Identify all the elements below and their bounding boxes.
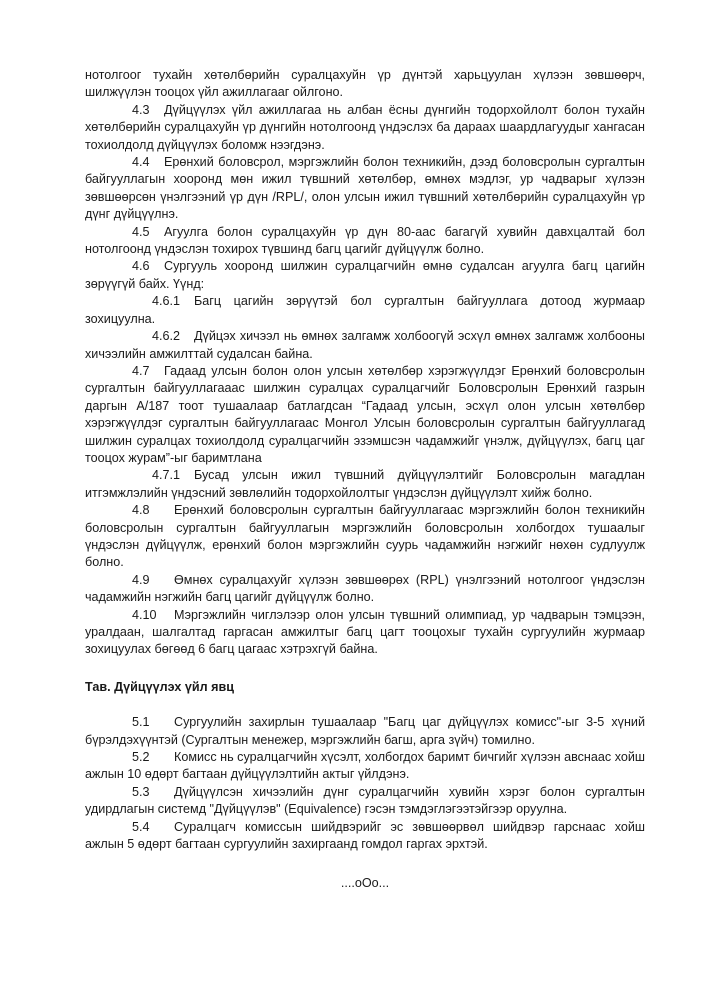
clause-number: 5.2 bbox=[132, 750, 150, 765]
clause-text: Агуулга болон суралцахуйн үр дүн 80-аас багагүй хувийн давхцалтай бол нотолгоонд үндэслэн тохирох түвшинд багц цагийг дүйцүүлж болно. bbox=[85, 224, 645, 257]
clause-text: Мэргэжлийн чиглэлээр олон улсын түвшний олимпиад, ур чадварын тэмцээн, уралдаан, шалгалтад гаргасан амжилтыг багц цагт тооцохыг тухайн сургуулийн журмаар зохицуулах бөгөөд 6 багц цагаас хэтрэхгүй байна. bbox=[85, 607, 645, 657]
clause-text: Сургууль хооронд шилжин суралцагчийн өмнө судалсан агуулга багц цагийн зөрүүгүй байх. Үүнд: bbox=[85, 259, 645, 291]
document-page bbox=[85, 67, 645, 893]
clause-number: 4.9 bbox=[132, 572, 150, 587]
clause-text: Суралцагч комиссын шийдвэрийг эс зөвшөөрвөл шийдвэр гарснаас хойш ажлын 5 өдөрт багтаан сургуулийн захиргаанд гомдол гаргах эрхтэй. bbox=[85, 819, 645, 852]
clause-text: Багц цагийн зөрүүтэй бол сургалтын байгууллага дотоод журмаар зохицуулна. bbox=[85, 294, 645, 326]
clause-5-1 bbox=[85, 714, 645, 749]
clause-text: Бусад улсын ижил түвшний дүйцүүлэлтийг Боловсролын магадлан итгэмжлэлийн үндэсний зөвлөлийн тодорхойлолтыг үндэслэн дүйцүүлэлт хийж болно. bbox=[85, 468, 645, 500]
clause-text: Ерөнхий боловсролын сургалтын байгууллагаас мэргэжлийн болон техникийн боловсролын сургалтын байгууллагын мэргэжлийн боловсролын холбогдох тушаалыг үндэслэн дүйцүүлж, ерөнхий болон мэргэжлийн суурь чадамжийн нэгжийг нөхөн судлуулж болно. bbox=[85, 503, 645, 570]
section-5 bbox=[85, 714, 645, 853]
clause-number: 4.6.1 bbox=[152, 294, 181, 309]
clause-number: 5.4 bbox=[132, 819, 150, 834]
clause-5-2 bbox=[85, 749, 645, 784]
clause-number: 4.3 bbox=[132, 102, 150, 117]
clause-text: Гадаад улсын болон олон улсын хөтөлбөр хэрэгжүүлдэг Ерөнхий боловсролын сургалтын байгууллагааас шилжин суралцах суралцагчийг Боловсролын Ерөнхий газрын даргын А/187 тоот тушаалаар батлагдсан “Гадаад улсын, эсхүл олон улсын хөтөлбөр хэрэгжүүлдэг сургалтын байгууллагаас Монгол Улсын боловсролын сургалтын байгууллагад шилжин суралцах тохиолдолд суралцагчийн эзэмшсэн чадамжийг үнэлж, дүйцүүлэх, багц цаг тооцох журам”-ыг баримтлана bbox=[85, 363, 645, 465]
clause-number: 4.6.2 bbox=[152, 329, 181, 344]
clause-number: 4.7 bbox=[132, 363, 150, 378]
clause-text: Сургуулийн захирлын тушаалаар "Багц цаг дүйцүүлэх комисс"-ыг 3-5 хүний бүрэлдэхүүнтэй (Сургалтын менежер, мэргэжлийн багш, арга зүйч) томилно. bbox=[85, 715, 645, 747]
clause-text: Дүйцүүлсэн хичээлийн дүнг суралцагчийн хувийн хэрэг болон сургалтын удирдлагын системд "Дүйцүүлэв" (Equivalence) гэсэн тэмдэглэгээтэйгээр оруулна. bbox=[85, 784, 645, 817]
clause-4-7-1 bbox=[85, 467, 645, 502]
clause-text: Комисс нь суралцагчийн хүсэлт, холбогдох баримт бичгийг хүлээн авснаас хойш ажлын 10 өдөрт багтаан дүйцүүлэлтийн актыг үйлдэнэ. bbox=[85, 750, 645, 782]
clause-4-6-2 bbox=[85, 328, 645, 363]
clause-text: Дүйцүүлэх үйл ажиллагаа нь албан ёсны дүнгийн тодорхойлолт болон тухайн хөтөлбөрийн суралцахуйн үр дүнгийн нотолгоонд үндэслэх ба дараах шаардлагуудыг хангасан тохиолдолд дүйцүүлэх боломж нээгдэнэ. bbox=[85, 102, 645, 152]
clause-4-4 bbox=[85, 154, 645, 224]
section-heading: Тав. Дүйцүүлэх үйл явц bbox=[85, 679, 234, 694]
clause-number: 4.8 bbox=[132, 503, 150, 518]
paragraph-text: нотолгоог тухайн хөтөлбөрийн суралцахуйн үр дүнтэй харьцуулан хүлээн зөвшөөрч, шилжүүлэн тооцох үйл ажиллагааг ойлгоно. bbox=[85, 68, 645, 100]
clause-4-5 bbox=[85, 224, 645, 259]
clause-number: 4.5 bbox=[132, 224, 150, 239]
clause-4-6-1 bbox=[85, 293, 645, 328]
clause-4-9 bbox=[85, 572, 645, 607]
clause-4-8 bbox=[85, 502, 645, 572]
clause-4-3 bbox=[85, 102, 645, 154]
clause-number: 4.7.1 bbox=[152, 468, 181, 483]
clause-4-7 bbox=[85, 363, 645, 467]
clause-4-6 bbox=[85, 258, 645, 293]
clause-text: Дүйцэх хичээл нь өмнөх залгамж холбоогүй эсхүл өмнөх залгамж холбооны хичээлийн амжилттай судалсан байна. bbox=[85, 329, 645, 361]
clause-number: 5.3 bbox=[132, 784, 150, 799]
clause-text: Ерөнхий боловсрол, мэргэжлийн болон техникийн, дээд боловсролын сургалтын байгууллагын хооронд мөн ижил түвшний хөтөлбөр, өмнөх мэдлэг, ур чадварыг хүлээн зөвшөөрсөн үнэлгээний үр дүн /RPL/, олон улсын ижил түвшний хөтөлбөрийн суралцахуйн үр дүнг дүйцүүлнэ. bbox=[85, 155, 645, 222]
clause-number: 4.4 bbox=[132, 155, 150, 170]
paragraph-continuation bbox=[85, 67, 645, 102]
clause-4-10 bbox=[85, 607, 645, 659]
clause-number: 4.10 bbox=[132, 607, 157, 622]
clause-5-3 bbox=[85, 784, 645, 819]
clause-number: 5.1 bbox=[132, 715, 150, 730]
clause-text: Өмнөх суралцахуйг хүлээн зөвшөөрөх (RPL) үнэлгээний нотолгоог үндэслэн чадамжийн нэгжийн багц цагийг дүйцүүлж болно. bbox=[85, 572, 645, 605]
clause-5-4 bbox=[85, 819, 645, 854]
end-mark: ....oOo... bbox=[340, 876, 390, 891]
clause-number: 4.6 bbox=[132, 259, 150, 274]
